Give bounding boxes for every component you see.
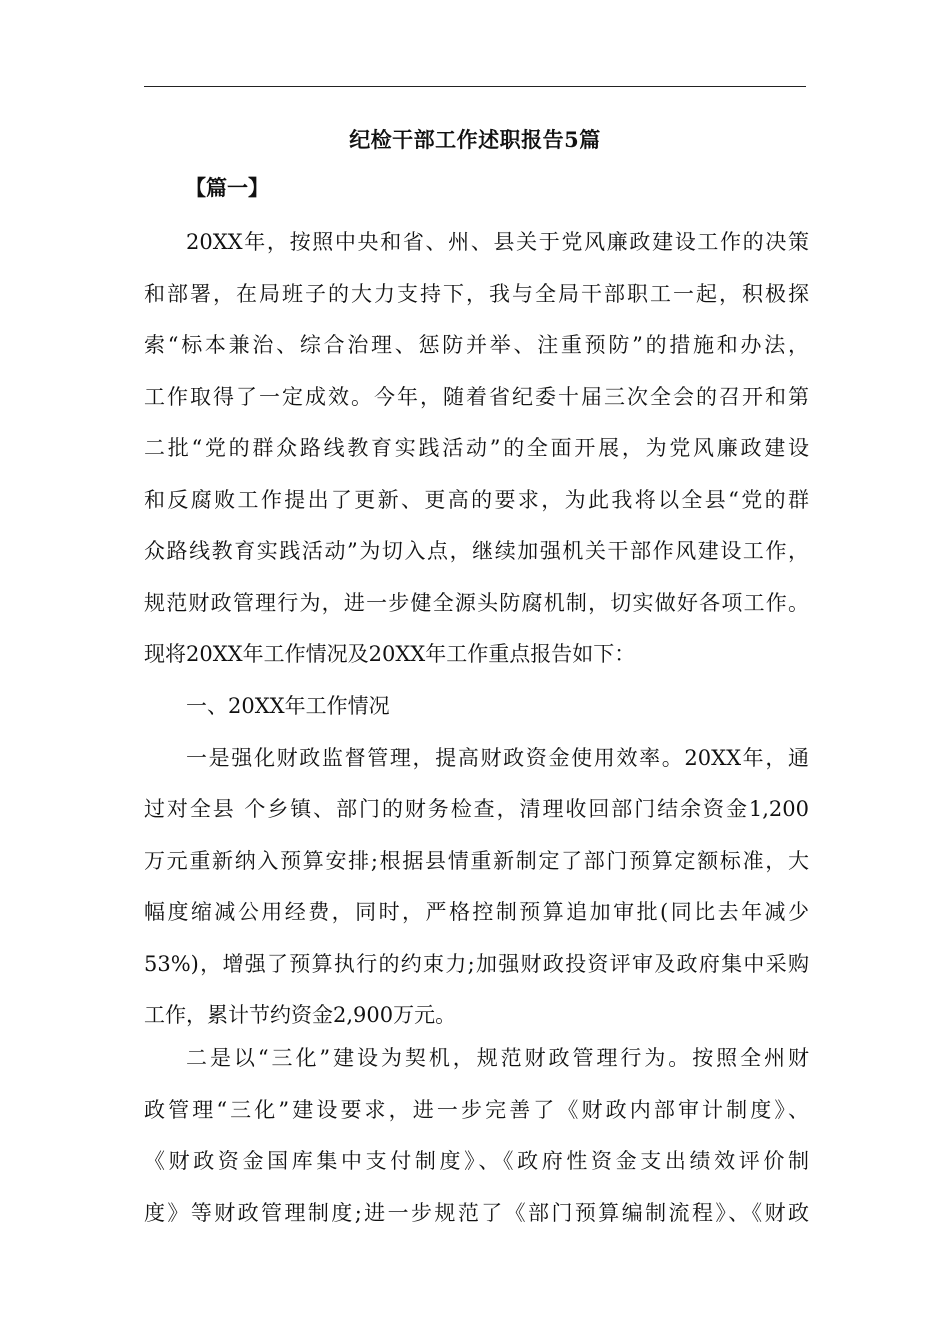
text-line: 政管理“三化”建设要求，进一步完善了《财政内部审计制度》、 (144, 1097, 809, 1122)
text-line: 53%)，增强了预算执行的约束力;加强财政投资评审及政府集中采购 (144, 951, 809, 976)
text-line: 过对全县 个乡镇、部门的财务检查，清理收回部门结余资金1,200 (144, 797, 809, 821)
text-line: 幅度缩减公用经费，同时，严格控制预算追加审批(同比去年减少 (144, 900, 809, 924)
text-line: 二批“党的群众路线教育实践活动”的全面开展，为党风廉政建设 (144, 436, 809, 460)
paragraph-1 (144, 226, 809, 690)
paragraph-2 (144, 690, 809, 1051)
text-line: 万元重新纳入预算安排;根据县情重新制定了部门预算定额标准，大 (144, 848, 809, 873)
text-line: 20XX年，按照中央和省、州、县关于党风廉政建设工作的决策 (186, 230, 809, 254)
subsection-heading: 一、20XX年工作情况 (186, 694, 390, 718)
text-line: 一是强化财政监督管理，提高财政资金使用效率。20XX年，通 (186, 745, 809, 770)
section-heading: 【篇一】 (185, 175, 269, 200)
text-line: 工作取得了一定成效。今年，随着省纪委十届三次全会的召开和第 (144, 384, 809, 409)
text-line: 度》等财政管理制度;进一步规范了《部门预算编制流程》、《财政 (144, 1200, 809, 1225)
text-line: 众路线教育实践活动”为切入点，继续加强机关干部作风建设工作， (144, 539, 809, 563)
header-rule (144, 86, 806, 87)
text-line: 工作，累计节约资金2,900万元。 (144, 1003, 457, 1027)
text-line: 索“标本兼治、综合治理、惩防并举、注重预防”的措施和办法， (144, 333, 809, 357)
text-line: 和反腐败工作提出了更新、更高的要求，为此我将以全县“党的群 (144, 487, 809, 512)
paragraph-3 (144, 1042, 809, 1248)
document-title: 纪检干部工作述职报告5篇 (349, 127, 601, 152)
text-line: 二是以“三化”建设为契机，规范财政管理行为。按照全州财 (186, 1046, 809, 1070)
text-line: 和部署，在局班子的大力支持下，我与全局干部职工一起，积极探 (144, 281, 809, 306)
text-line: 《财政资金国库集中支付制度》、《政府性资金支出绩效评价制 (144, 1149, 809, 1173)
text-line: 规范财政管理行为，进一步健全源头防腐机制，切实做好各项工作。 (144, 590, 809, 615)
text-line: 现将20XX年工作情况及20XX年工作重点报告如下： (144, 642, 636, 666)
